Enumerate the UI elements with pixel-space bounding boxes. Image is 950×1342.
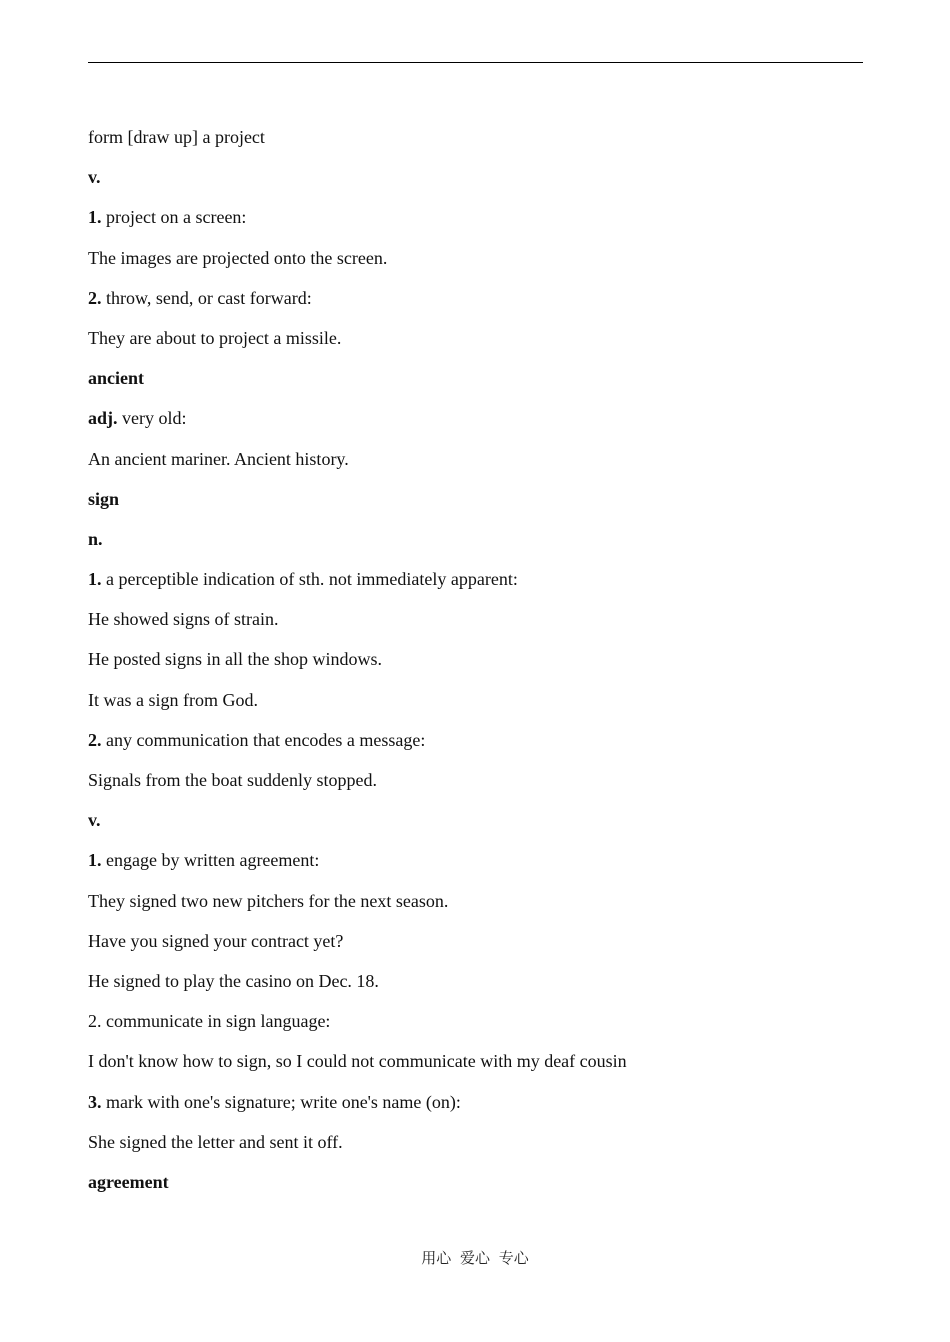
example-sentence: He showed signs of strain. <box>88 609 279 630</box>
example-sentence: The images are projected onto the screen. <box>88 247 388 268</box>
example-sentence: It was a sign from God. <box>88 689 258 710</box>
part-of-speech-label: v. <box>88 167 101 188</box>
definition-line: 1. engage by written agreement: <box>88 850 320 871</box>
headword: sign <box>88 488 120 509</box>
example-sentence: He signed to play the casino on Dec. 18. <box>88 970 379 991</box>
example-sentence: Signals from the boat suddenly stopped. <box>88 770 377 790</box>
example-sentence: He posted signs in all the shop windows. <box>88 649 382 670</box>
part-of-speech-label: n. <box>88 528 103 549</box>
document-body <box>88 125 863 1210</box>
definition-line: 1. a perceptible indication of sth. not immediately apparent: <box>88 569 518 590</box>
example-sentence: They signed two new pitchers for the next season. <box>88 890 449 911</box>
example-sentence: I don't know how to sign, so I could not communicate with my deaf cousin <box>88 1051 627 1072</box>
headword: agreement <box>88 1171 169 1192</box>
example-sentence: She signed the letter and sent it off. <box>88 1131 343 1152</box>
definition-line: 2. any communication that encodes a message: <box>88 729 426 750</box>
example-sentence: Have you signed your contract yet? <box>88 930 344 951</box>
definition-line: 2. throw, send, or cast forward: <box>88 287 312 308</box>
page-footer: 用心 爱心 专心 <box>421 1249 529 1267</box>
definition-line: 3. mark with one's signature; write one's name (on): <box>88 1091 461 1112</box>
definition-line: 2. communicate in sign language: <box>88 1011 331 1032</box>
definition-line: adj. very old: <box>88 408 187 429</box>
part-of-speech-label: v. <box>88 810 101 831</box>
example-sentence: An ancient mariner. Ancient history. <box>88 448 349 469</box>
headword: ancient <box>88 368 144 389</box>
text-line: form [draw up] a project <box>88 127 265 147</box>
header-rule <box>88 62 863 63</box>
example-sentence: They are about to project a missile. <box>88 327 342 348</box>
definition-line: 1. project on a screen: <box>88 207 247 228</box>
